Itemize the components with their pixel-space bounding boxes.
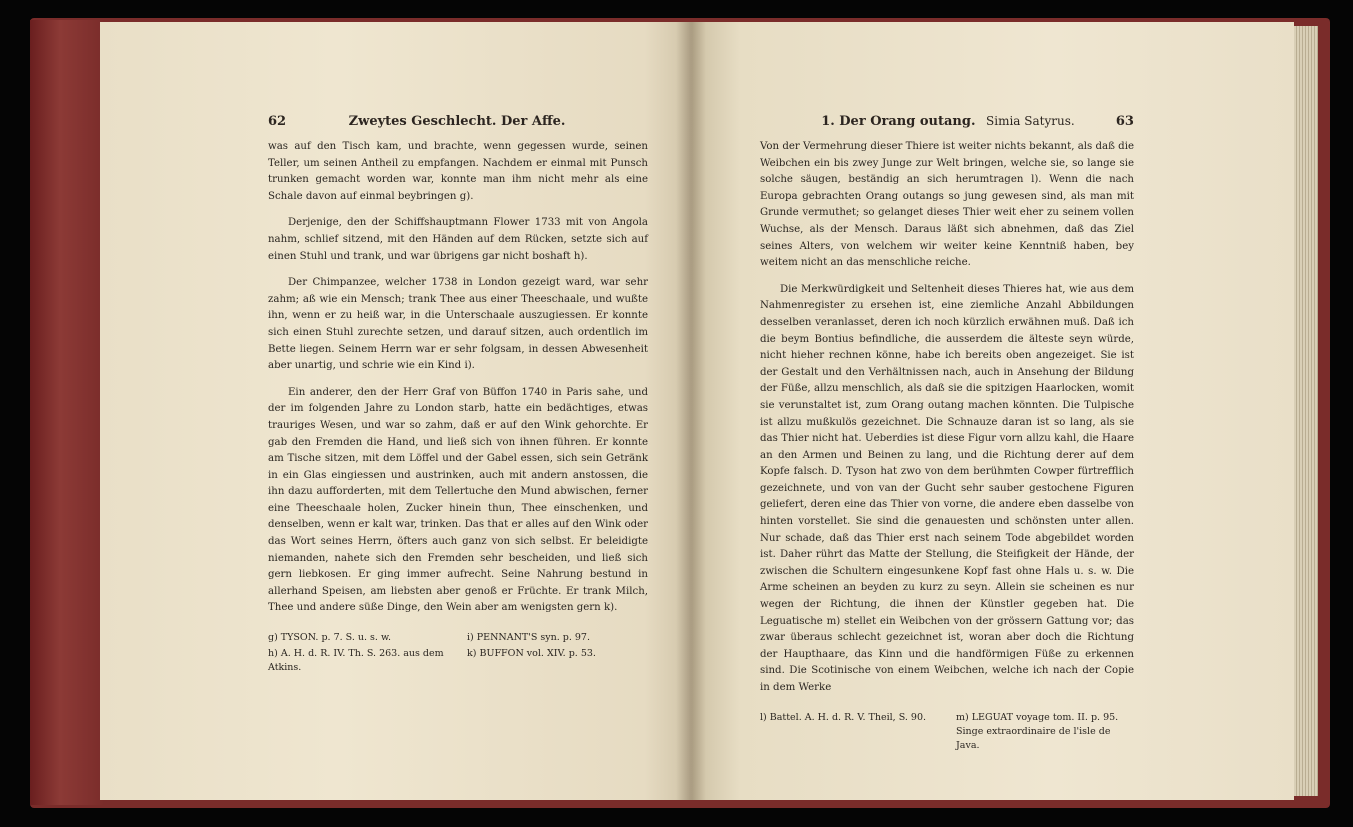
paragraph: Der Chimpanzee, welcher 1738 in London gezeigt ward, war sehr zahm; aß wie ein Mensch; trank Thee aus einer Theeschaale, und wußte ihn, wenn er zu heiß war, in die Unterschaale auszugiessen. Er konnte sich einen Stuhl zurechte setzen, und darauf sitzen, auch ordentlich im Bette liegen. Seinem Herrn war er sehr folgsam, in dessen Abwesenheit aber unartig, und schrie wie ein Kind i). bbox=[268, 277, 648, 372]
right-body-text bbox=[760, 139, 1134, 697]
footnote: g) TYSON. p. 7. S. u. s. w. bbox=[268, 632, 391, 644]
footnote: i) PENNANT'S syn. p. 97. bbox=[467, 632, 590, 644]
paragraph: Ein anderer, den der Herr Graf von Büffon 1740 in Paris sahe, und der im folgenden Jahre zu London starb, hatte ein bedächtiges, etwas trauriges Wesen, und war so zahm, daß er auf den Wink gehorchte. Er gab den Fremden die Hand, und ließ sich von ihnen führen. Er konnte am Tische sitzen, mit dem Löffel und der Gabel essen, sich sein Getränk in ein Glas eingiessen und austrinken, auch mit andern anstossen, die ihn dazu aufforderten, mit dem Tellertuche den Mund abwischen, ferner eine Theeschaale holen, Zucker hinein thun, Thee einschenken, und denselben, wenn er kalt war, trinken. Das that er alles auf den Wink oder das Wort seines Herrn, öfters auch ganz von sich selbst. Er beleidigte niemanden, nahete sich den Fremden sehr bescheiden, und ließ sich gern liebkosen. Er ging immer aufrecht. Seine Nahrung bestund in allerhand Speisen, am liebsten aber genoß er Früchte. Er trank Milch, Thee und andere süße Dinge, den Wein aber am wenigsten gern k). bbox=[268, 386, 648, 614]
paragraph: Die Merkwürdigkeit und Seltenheit dieses Thieres hat, wie aus dem Nahmenregister zu ersehen ist, eine ziemliche Anzahl Abbildungen desselben veranlasset, deren ich noch kürzlich erwähnen muß. Daß ich die beym Bontius befindliche, die ausserdem die älteste seyn würde, nicht hieher rechnen könne, habe ich bereits oben angezeiget. Sie ist der Gestalt und den Verhältnissen nach, auch in Ansehung der Bildung der Füße, allzu menschlich, als daß sie die spitzigen Haarlocken, womit sie verunstaltet ist, zum Orang outang machen könnten. Die Tulpische ist allzu mußkulös gezeichnet. Die Schnauze daran ist so lang, als sie das Thier nicht hat. Ueberdies ist diese Figur vorn allzu kahl, die Haare an den Armen und Beinen zu lang, und die Richtung derer auf dem Kopfe falsch. D. Tyson hat zwo von dem berühmten Cowper fürtrefflich gezeichnete, und von van der Gucht sehr sauber gestochene Figuren geliefert, deren eine das Thier von vorne, die andere eben dasselbe von hinten vorstellet. Sie sind die genauesten und schönsten unter allen. Nur schade, daß das Thier erst nach seinem Tode abgebildet worden ist. Daher rührt das Matte der Stellung, die Steifigkeit der Hände, der zwischen die Schultern eingesunkene Kopf fast ohne Hals u. s. w. Die Arme scheinen an beyden zu kurz zu seyn. Allein sie scheinen es nur wegen der Richtung, die ihnen der Künstler gegeben hat. Die Leguatische m) stellet ein Weibchen von der grössern Gattung vor; das zwar überaus schlecht gezeichnet ist, woran aber doch die Richtung der Haupthaare, das Kinn und die handförmigen Füße zu erkennen sind. Die Scotinische von einem Weibchen, welche ich nach der Copie in dem Werke bbox=[760, 283, 1134, 693]
right-footnotes bbox=[760, 711, 1134, 755]
book-cover-edge bbox=[30, 20, 105, 805]
paragraph: was auf den Tisch kam, und brachte, wenn gegessen wurde, seinen Teller, um seinen Antheil zu empfangen. Nachdem er einmal mit Punsch trunken gemacht worden war, konnte man ihm nicht mehr als eine Schale davon auf einmal beybringen g). bbox=[268, 141, 648, 202]
left-page bbox=[100, 22, 692, 800]
left-running-head bbox=[268, 114, 648, 129]
right-page-number: 63 bbox=[1115, 114, 1134, 129]
footnote: h) A. H. d. R. IV. Th. S. 263. aus dem Atkins. bbox=[268, 648, 444, 674]
left-footnotes bbox=[268, 631, 648, 677]
paragraph: Derjenige, den der Schiffshauptmann Flower 1733 mit von Angola nahm, schlief sitzend, mit den Händen auf dem Rücken, setzte sich auf einen Stuhl und trank, und war übrigens gar nicht boshaft h). bbox=[268, 217, 648, 262]
footnote: m) LEGUAT voyage tom. II. p. 95. Singe extraordinaire de l'isle de Java. bbox=[956, 711, 1119, 751]
left-running-title: Zweytes Geschlecht. Der Affe. bbox=[348, 114, 566, 129]
footnote: k) BUFFON vol. XIV. p. 53. bbox=[467, 648, 596, 660]
left-body-text bbox=[268, 139, 648, 617]
right-running-latin: Simia Satyrus. bbox=[986, 114, 1075, 128]
paragraph: Von der Vermehrung dieser Thiere ist weiter nichts bekannt, als daß die Weibchen ein bis zwey Junge zur Welt bringen, welche sie, so lange sie solche säugen, beständig an sich herumtragen l). Wenn die nach Europa gebrachten Orang outangs so jung gewesen sind, als man mit Grunde vermuthet; so gelanget dieses Thier weit eher zu seinem vollen Wuchse, als der Mensch. Daraus läßt sich abnehmen, daß das Ziel seines Alters, von welchem wir weiter keine Kenntniß haben, bey weitem nicht an das menschliche reiche. bbox=[760, 141, 1134, 269]
footnote: l) Battel. A. H. d. R. V. Theil, S. 90. bbox=[760, 711, 927, 723]
right-running-title: 1. Der Orang outang. bbox=[821, 114, 976, 129]
book-spine-gutter bbox=[676, 22, 706, 800]
right-running-head bbox=[760, 114, 1134, 129]
right-page bbox=[692, 22, 1294, 800]
left-page-number: 62 bbox=[268, 114, 287, 129]
